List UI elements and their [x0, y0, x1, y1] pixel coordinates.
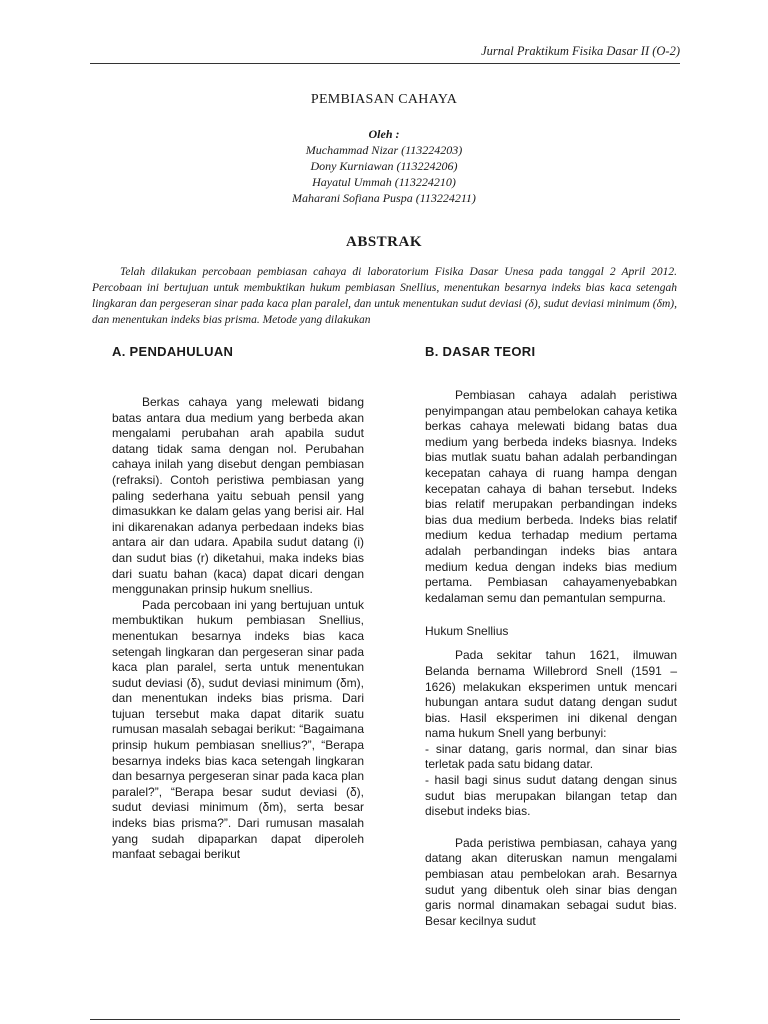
- section-b-paragraph: Pada sekitar tahun 1621, ilmuwan Belanda bernama Willebrord Snell (1591 – 1626) melakukan eksperimen untuk mencari hubungan antara sudut datang dengan sudut bias. Hasil eksperimen ini dikenal dengan nama hukum Snell yang berbunyi:: [425, 648, 677, 741]
- journal-header: Jurnal Praktikum Fisika Dasar II (O-2): [481, 44, 680, 58]
- abstract-heading: ABSTRAK: [345, 234, 423, 250]
- paper-title: PEMBIASAN CAHAYA: [310, 92, 458, 107]
- section-a-heading: A. PENDAHULUAN: [112, 344, 234, 359]
- author-block: [0, 126, 768, 206]
- author-name: Muchammad Nizar (113224203): [305, 143, 463, 157]
- by-label: Oleh :: [368, 127, 400, 141]
- section-b-heading: B. DASAR TEORI: [425, 344, 536, 359]
- author-name: Hayatul Ummah (113224210): [312, 175, 456, 189]
- author-name: Maharani Sofiana Puspa (113224211): [292, 191, 476, 205]
- right-column: [425, 340, 677, 929]
- section-b-paragraph: Pembiasan cahaya adalah peristiwa penyimpangan atau pembelokan cahaya ketika berkas cahaya melewati bidang batas dua medium yang berbeda indeks biasnya. Indeks bias mutlak suatu bahan adalah perbandingan kecepatan cahaya di ruang hampa dengan kecepatan cahaya di bahan tersebut. Indeks bias relatif merupakan perbandingan indeks bias dua medium berbeda. Indeks bias relatif medium kedua terhadap medium pertama adalah perbandingan indeks bias antara medium kedua dengan indeks bias medium pertama. Pembiasan cahayamenyebabkan kedalaman semu dan pemantulan sempurna.: [425, 388, 677, 605]
- left-column: [112, 340, 364, 863]
- author-name: Dony Kurniawan (113224206): [310, 159, 458, 173]
- list-item: - sinar datang, garis normal, dan sinar bias terletak pada satu bidang datar.: [425, 741, 677, 772]
- abstract-text: Telah dilakukan percobaan pembiasan cahaya di laboratorium Fisika Dasar Unesa pada tanggal 2 April 2012. Percobaan ini bertujuan untuk membuktikan hukum pembiasan Snellius, menentukan besarnya indeks bias kaca setengah lingkaran dan pergeseran sinar pada kaca plan paralel, dan untuk menentukan sudut deviasi (δ), sudut deviasi minimum (δm), dan menentukan indeks bias prisma. Metode yang dilakukan: [92, 265, 677, 326]
- section-b-paragraph: Pada peristiwa pembiasan, cahaya yang datang akan diteruskan namun mengalami pembiasan atau pembelokan arah. Besarnya sudut yang dibentuk oleh sinar bias dengan garis normal dinamakan sebagai sudut bias. Besar kecilnya sudut: [425, 835, 677, 928]
- snellius-subheading: Hukum Snellius: [425, 624, 509, 639]
- list-item: - hasil bagi sinus sudut datang dengan sinus sudut bias merupakan bilangan tetap dan disebut indeks bias.: [425, 773, 677, 819]
- section-a-paragraph: Berkas cahaya yang melewati bidang batas antara dua medium yang berbeda akan mengalami perubahan arah apabila sudut datang tidak sama dengan nol. Perubahan cahaya inilah yang disebut dengan pembiasan (refraksi). Contoh peristiwa pembiasan yang paling sederhana yaitu sebuah pensil yang dimasukkan ke dalam gelas yang berisi air. Hal ini dikarenakan adanya perbedaan indeks bias antara air dan udara. Apabila sudut datang (i) dan sudut bias (r) diketahui, maka indeks bias dari suatu bahan (kaca) dapat dicari dengan menggunakan prinsip hukum snellius.: [112, 395, 364, 597]
- footer-divider: [90, 1019, 680, 1020]
- section-a-paragraph: Pada percobaan ini yang bertujuan untuk membuktikan hukum pembiasan Snellius, menentukan besarnya indeks bias kaca setengah lingkaran dan pergeseran sinar pada kaca plan paralel, serta untuk menentukan sudut deviasi (δ), sudut deviasi minimum (δm), dan menentukan indeks bias prisma. Dari tujuan tersebut maka dapat ditarik suatu rumusan masalah sebagai berikut: “Bagaimana prinsip hukum pembiasan snellius?”, “Berapa besarnya indeks bias kaca setengah lingkaran dan besarnya pergeseran sinar pada kaca plan paralel?”, “Berapa besar sudut deviasi (δ), sudut deviasi minimum (δm), serta besar indeks bias prisma?”. Dari rumusan masalah yang sudah dipaparkan dapat diperoleh manfaat sebagai berikut: [112, 597, 364, 862]
- header-divider: [90, 63, 680, 64]
